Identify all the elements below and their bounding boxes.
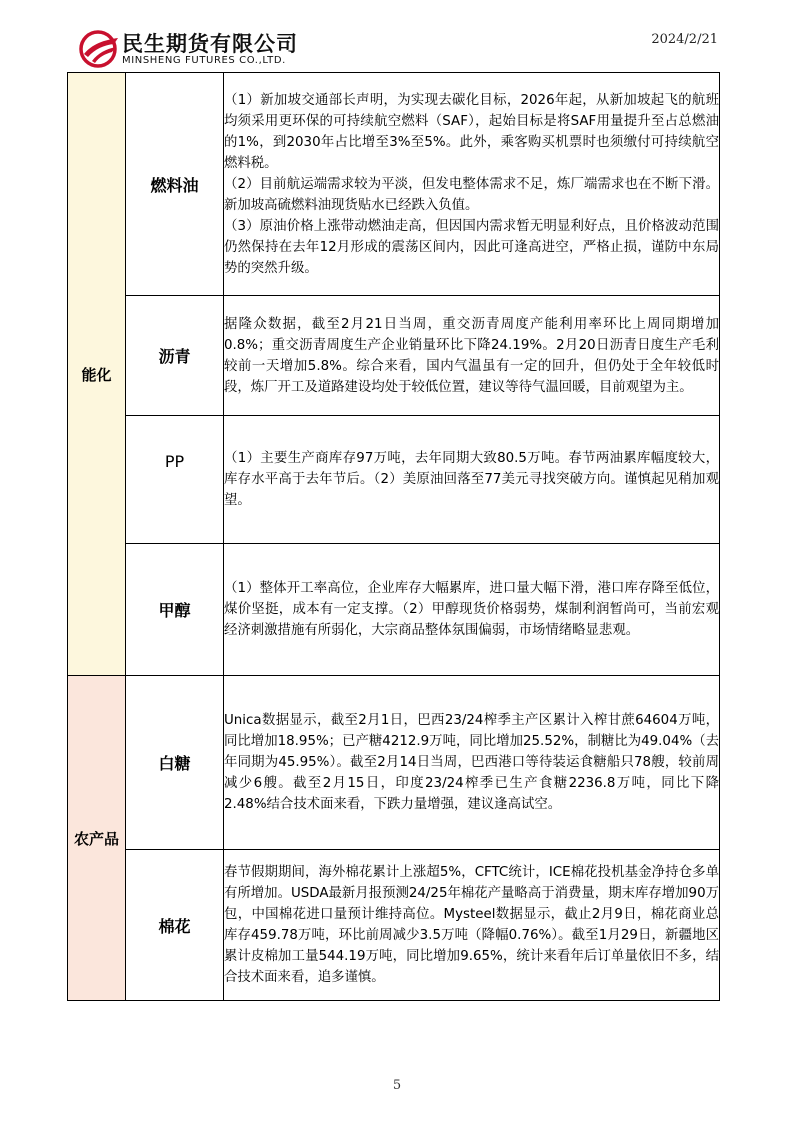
company-name-en: MINSHENG FUTURES CO.,LTD. bbox=[122, 55, 286, 66]
commentary-paragraph: （3）原油价格上涨带动燃油走高，但因国内需求暂无明显利好点，且价格波动范围仍然保持在去年12月形成的震荡区间内，因此可逢高进空，严格止损，谨防中东局势的突然升级。 bbox=[224, 218, 719, 276]
table-row bbox=[68, 544, 720, 676]
commodity-name-methanol: 甲醇 bbox=[126, 544, 224, 676]
commodity-name-sugar: 白糖 bbox=[126, 676, 224, 850]
commodity-name-pp: PP bbox=[126, 416, 224, 544]
commentary-paragraph: （2）目前航运端需求较为平淡，但发电整体需求不足，炼厂端需求也在不断下滑。新加坡高硫燃料油现货贴水已经跌入负值。 bbox=[224, 176, 719, 213]
sector-label-agri: 农产品 bbox=[68, 676, 126, 1001]
commentary-paragraph: （1）新加坡交通部长声明，为实现去碳化目标，2026年起，从新加坡起飞的航班均须采用更环保的可持续航空燃料（SAF），起始目标是将SAF用量提升至占总燃油的1%，到2030年占比增至3%至5%。此外，乘客购买机票时也须缴付可持续航空燃料税。 bbox=[224, 92, 719, 171]
commodity-name-asphalt: 沥青 bbox=[126, 296, 224, 416]
table-row bbox=[68, 416, 720, 544]
table-row bbox=[68, 850, 720, 1001]
page-number: 5 bbox=[392, 1078, 402, 1093]
commentary-sugar: Unica数据显示，截至2月1日，巴西23/24榨季主产区累计入榨甘蔗64604万吨，同比增加18.95%；已产糖4212.9万吨，同比增加25.52%，制糖比为49.04%（去年同期为45.95%）。截至2月14日当周，巴西港口等待装运食糖船只78艘，较前周减少6艘。截至2月15日，印度23/24榨季已生产食糖2236.8万吨，同比下降2.48%结合技术面来看，下跌力量增强，建议逢高试空。 bbox=[224, 676, 720, 850]
commentary-asphalt: 据隆众数据，截至2月21日当周，重交沥青周度产能利用率环比上周同期增加0.8%；重交沥青周度生产企业销量环比下降24.19%。2月20日沥青日度生产毛利较前一天增加5.8%。综合来看，国内气温虽有一定的回升，但仍处于全年较低时段，炼厂开工及道路建设均处于较低位置，建议等待气温回暖，目前观望为主。 bbox=[224, 296, 720, 416]
commodity-commentary-table bbox=[67, 72, 720, 1001]
commentary-fuel-oil bbox=[224, 73, 720, 296]
commentary-methanol: （1）整体开工率高位，企业库存大幅累库，进口量大幅下滑，港口库存降至低位，煤价坚挺，成本有一定支撑。（2）甲醇现货价格弱势，煤制利润暂尚可，当前宏观经济刺激措施有所弱化，大宗商品整体氛围偏弱，市场情绪略显悲观。 bbox=[224, 544, 720, 676]
table-row bbox=[68, 73, 720, 296]
commentary-cotton: 春节假期期间，海外棉花累计上涨超5%，CFTC统计，ICE棉花投机基金净持仓多单有所增加。USDA最新月报预测24/25年棉花产量略高于消费量，期末库存增加90万包，中国棉花进口量预计维持高位。Mysteel数据显示，截止2月9日，棉花商业总库存459.78万吨，环比前周减少3.5万吨（降幅0.76%）。截至1月29日，新疆地区累计皮棉加工量544.19万吨，同比增加9.65%，统计来看年后订单量依旧不多，结合技术面来看，追多谨慎。 bbox=[224, 850, 720, 1001]
commodity-name-cotton: 棉花 bbox=[126, 850, 224, 1001]
table-row bbox=[68, 676, 720, 850]
commentary-pp: （1）主要生产商库存97万吨，去年同期大致80.5万吨。春节两油累库幅度较大，库存水平高于去年节后。（2）美原油回落至77美元寻找突破方向。谨慎起见稍加观望。 bbox=[224, 416, 720, 544]
company-name-cn: 民生期货有限公司 bbox=[122, 32, 298, 56]
sector-label-energy: 能化 bbox=[68, 73, 126, 676]
minsheng-logo-icon bbox=[78, 27, 122, 71]
page-header bbox=[0, 0, 794, 72]
table-row bbox=[68, 296, 720, 416]
report-date: 2024/2/21 bbox=[651, 32, 718, 47]
commodity-name-fuel-oil: 燃料油 bbox=[126, 73, 224, 296]
